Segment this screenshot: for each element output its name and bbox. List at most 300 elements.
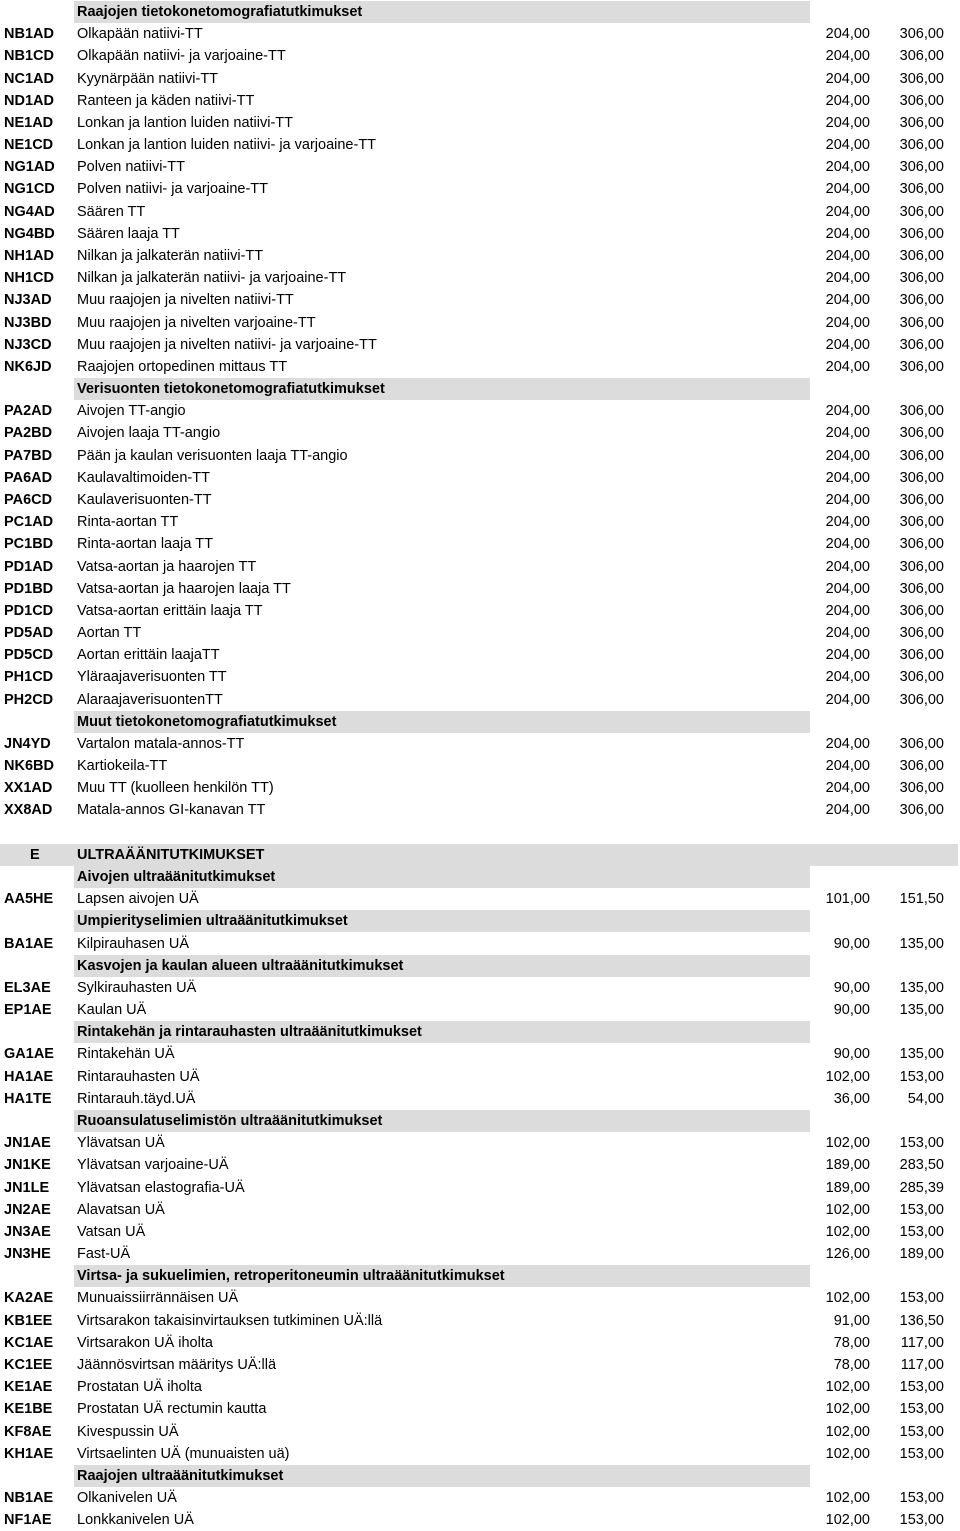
price-row: [0, 90, 960, 112]
category-header-row: [0, 1265, 960, 1287]
price-2: 54,00: [907, 1090, 944, 1107]
exam-name: Rinta-aortan TT: [77, 514, 179, 531]
price-row: [0, 1132, 960, 1154]
exam-code: JN1KE: [4, 1157, 51, 1174]
price-row: [0, 933, 960, 955]
price-1: 204,00: [825, 314, 870, 331]
exam-code: KH1AE: [4, 1445, 54, 1462]
price-1: 204,00: [825, 403, 870, 420]
price-1: 204,00: [825, 425, 870, 442]
price-1: 204,00: [825, 558, 870, 575]
price-1: 204,00: [825, 137, 870, 154]
exam-code: JN2AE: [4, 1201, 51, 1218]
exam-code: KC1EE: [4, 1356, 53, 1373]
price-1: 204,00: [825, 735, 870, 752]
price-2: 153,00: [899, 1512, 944, 1529]
price-2: 136,50: [899, 1312, 944, 1329]
exam-code: JN4YD: [4, 735, 51, 752]
price-2: 306,00: [899, 425, 944, 442]
price-row: [0, 289, 960, 311]
price-row: [0, 68, 960, 90]
exam-name: Kaulaverisuonten-TT: [77, 491, 212, 508]
price-1: 204,00: [825, 780, 870, 797]
exam-code: KA2AE: [4, 1290, 54, 1307]
price-2: 306,00: [899, 558, 944, 575]
category-header-title: Kasvojen ja kaulan alueen ultraäänitutkimukset: [77, 957, 404, 974]
category-header-row: [0, 1465, 960, 1487]
price-row: [0, 1066, 960, 1088]
exam-name: Virtsarakon UÄ iholta: [77, 1334, 213, 1351]
price-1: 91,00: [833, 1312, 870, 1329]
price-1: 204,00: [825, 625, 870, 642]
exam-name: Ylävatsan UÄ: [77, 1135, 165, 1152]
price-2: 306,00: [899, 447, 944, 464]
section-header-bar: [0, 844, 958, 866]
price-2: 306,00: [899, 48, 944, 65]
exam-name: Säären laaja TT: [77, 225, 180, 242]
category-header-title: Umpierityselimien ultraäänitutkimukset: [77, 913, 348, 930]
exam-name: Rintarauhasten UÄ: [77, 1068, 200, 1085]
section-header-row: [0, 844, 960, 866]
exam-code: NB1AE: [4, 1490, 54, 1507]
price-2: 306,00: [899, 247, 944, 264]
price-1: 102,00: [825, 1490, 870, 1507]
category-header-title: Raajojen ultraäänitutkimukset: [77, 1467, 284, 1484]
price-1: 90,00: [833, 935, 870, 952]
price-row: [0, 999, 960, 1021]
price-2: 306,00: [899, 469, 944, 486]
price-row: [0, 334, 960, 356]
exam-name: Aortan erittäin laajaTT: [77, 647, 220, 664]
price-1: 102,00: [825, 1223, 870, 1240]
exam-code: NK6BD: [4, 758, 54, 775]
exam-code: NK6JD: [4, 358, 52, 375]
price-row: [0, 489, 960, 511]
exam-name: Vatsa-aortan ja haarojen laaja TT: [77, 580, 291, 597]
price-2: 189,00: [899, 1246, 944, 1263]
exam-name: Rintarauh.täyd.UÄ: [77, 1090, 196, 1107]
exam-code: GA1AE: [4, 1046, 54, 1063]
category-header-row: [0, 866, 960, 888]
exam-code: AA5HE: [4, 891, 54, 908]
price-row: [0, 223, 960, 245]
price-2: 135,00: [899, 935, 944, 952]
price-1: 204,00: [825, 802, 870, 819]
price-2: 306,00: [899, 758, 944, 775]
price-1: 204,00: [825, 92, 870, 109]
exam-code: BA1AE: [4, 935, 54, 952]
price-row: [0, 1221, 960, 1243]
price-1: 102,00: [825, 1201, 870, 1218]
exam-name: Lapsen aivojen UÄ: [77, 891, 199, 908]
exam-code: NJ3BD: [4, 314, 52, 331]
price-row: [0, 467, 960, 489]
exam-name: Raajojen ortopedinen mittaus TT: [77, 358, 288, 375]
price-1: 102,00: [825, 1512, 870, 1529]
exam-name: Aortan TT: [77, 625, 142, 642]
section-title: ULTRAÄÄNITUTKIMUKSET: [77, 846, 265, 863]
price-2: 285,39: [899, 1179, 944, 1196]
price-row: [0, 666, 960, 688]
price-row: [0, 1487, 960, 1509]
price-row: [0, 23, 960, 45]
exam-name: Pään ja kaulan verisuonten laaja TT-angio: [77, 447, 348, 464]
price-row: [0, 178, 960, 200]
exam-name: Rinta-aortan laaja TT: [77, 536, 213, 553]
exam-code: NG1CD: [4, 181, 55, 198]
exam-code: HA1AE: [4, 1068, 54, 1085]
price-1: 204,00: [825, 159, 870, 176]
price-row: [0, 445, 960, 467]
category-header-title: Verisuonten tietokonetomografiatutkimukset: [77, 381, 385, 398]
category-header-bar: [74, 955, 810, 977]
exam-code: HA1TE: [4, 1090, 52, 1107]
price-2: 306,00: [899, 358, 944, 375]
price-2: 153,00: [899, 1490, 944, 1507]
exam-name: Säären TT: [77, 203, 146, 220]
exam-name: Vartalon matala-annos-TT: [77, 735, 245, 752]
exam-name: Aivojen TT-angio: [77, 403, 186, 420]
exam-name: Rintakehän UÄ: [77, 1046, 175, 1063]
category-header-title: Virtsa- ja sukuelimien, retroperitoneumin ultraäänitutkimukset: [77, 1268, 505, 1285]
exam-name: Kaulan UÄ: [77, 1002, 147, 1019]
price-1: 204,00: [825, 758, 870, 775]
exam-name: Ranteen ja käden natiivi-TT: [77, 92, 255, 109]
price-2: 153,00: [899, 1401, 944, 1418]
price-2: 306,00: [899, 270, 944, 287]
exam-code: EP1AE: [4, 1002, 52, 1019]
price-2: 306,00: [899, 92, 944, 109]
exam-name: Olkapään natiivi- ja varjoaine-TT: [77, 48, 286, 65]
exam-code: EL3AE: [4, 979, 51, 996]
price-1: 204,00: [825, 26, 870, 43]
price-row: [0, 578, 960, 600]
price-1: 204,00: [825, 225, 870, 242]
price-row: [0, 312, 960, 334]
category-header-row: [0, 1021, 960, 1043]
price-2: 306,00: [899, 669, 944, 686]
price-2: 283,50: [899, 1157, 944, 1174]
exam-code: PD1AD: [4, 558, 54, 575]
exam-name: Nilkan ja jalkaterän natiivi-TT: [77, 247, 264, 264]
category-header-bar: [74, 1110, 810, 1132]
exam-code: NC1AD: [4, 70, 54, 87]
exam-name: Lonkan ja lantion luiden natiivi-TT: [77, 114, 294, 131]
price-2: 153,00: [899, 1423, 944, 1440]
exam-code: NB1AD: [4, 26, 54, 43]
category-header-row: [0, 910, 960, 932]
exam-code: XX8AD: [4, 802, 53, 819]
price-2: 306,00: [899, 181, 944, 198]
category-header-row: [0, 1, 960, 23]
category-header-title: Muut tietokonetomografiatutkimukset: [77, 713, 337, 730]
price-1: 101,00: [825, 891, 870, 908]
price-2: 306,00: [899, 26, 944, 43]
exam-code: NG4AD: [4, 203, 55, 220]
exam-code: PA2AD: [4, 403, 53, 420]
exam-code: JN3HE: [4, 1246, 51, 1263]
price-row: [0, 799, 960, 821]
exam-name: Muu raajojen ja nivelten natiivi- ja varjoaine-TT: [77, 336, 377, 353]
exam-code: NG1AD: [4, 159, 55, 176]
price-1: 36,00: [833, 1090, 870, 1107]
price-1: 204,00: [825, 647, 870, 664]
category-header-bar: [74, 711, 810, 733]
category-header-bar: [74, 866, 810, 888]
exam-code: JN1AE: [4, 1135, 51, 1152]
price-row: [0, 755, 960, 777]
price-1: 204,00: [825, 514, 870, 531]
exam-code: KE1AE: [4, 1379, 53, 1396]
category-header-row: [0, 1110, 960, 1132]
price-1: 102,00: [825, 1423, 870, 1440]
exam-name: Aivojen laaja TT-angio: [77, 425, 221, 442]
category-header-bar: [74, 1465, 810, 1487]
exam-name: Yläraajaverisuonten TT: [77, 669, 227, 686]
price-row: [0, 1043, 960, 1065]
exam-name: Kilpirauhasen UÄ: [77, 935, 190, 952]
price-1: 204,00: [825, 203, 870, 220]
price-row: [0, 267, 960, 289]
price-1: 204,00: [825, 48, 870, 65]
price-row: [0, 1243, 960, 1265]
exam-code: KC1AE: [4, 1334, 54, 1351]
price-1: 78,00: [833, 1356, 870, 1373]
exam-name: Virtsaelinten UÄ (munuaisten uä): [77, 1445, 290, 1462]
price-row: [0, 156, 960, 178]
exam-code: PH2CD: [4, 691, 54, 708]
exam-name: Kyynärpään natiivi-TT: [77, 70, 219, 87]
exam-name: Lonkan ja lantion luiden natiivi- ja varjoaine-TT: [77, 137, 377, 154]
exam-code: KE1BE: [4, 1401, 53, 1418]
category-header-title: Aivojen ultraäänitutkimukset: [77, 869, 276, 886]
price-2: 306,00: [899, 780, 944, 797]
category-header-title: Rintakehän ja rintarauhasten ultraäänitutkimukset: [77, 1024, 422, 1041]
price-2: 153,00: [899, 1068, 944, 1085]
price-2: 135,00: [899, 979, 944, 996]
price-2: 306,00: [899, 203, 944, 220]
exam-name: Nilkan ja jalkaterän natiivi- ja varjoaine-TT: [77, 270, 347, 287]
exam-code: JN3AE: [4, 1223, 51, 1240]
price-1: 204,00: [825, 536, 870, 553]
price-1: 102,00: [825, 1379, 870, 1396]
price-row: [0, 1154, 960, 1176]
exam-code: PA6CD: [4, 491, 53, 508]
exam-name: Ylävatsan elastografia-UÄ: [77, 1179, 245, 1196]
price-2: 306,00: [899, 625, 944, 642]
price-row: [0, 422, 960, 444]
exam-code: PA6AD: [4, 469, 53, 486]
price-row: [0, 888, 960, 910]
price-row: [0, 1443, 960, 1465]
exam-code: PH1CD: [4, 669, 54, 686]
exam-code: JN1LE: [4, 1179, 50, 1196]
exam-name: Kartiokeila-TT: [77, 758, 168, 775]
category-header-bar: [74, 910, 810, 932]
exam-code: PD1CD: [4, 602, 54, 619]
price-1: 126,00: [825, 1246, 870, 1263]
exam-code: XX1AD: [4, 780, 53, 797]
price-2: 153,00: [899, 1223, 944, 1240]
category-header-bar: [74, 1, 810, 23]
exam-name: Muu raajojen ja nivelten varjoaine-TT: [77, 314, 316, 331]
price-2: 151,50: [899, 891, 944, 908]
exam-name: AlaraajaverisuontenTT: [77, 691, 223, 708]
exam-name: Muu TT (kuolleen henkilön TT): [77, 780, 274, 797]
price-1: 204,00: [825, 691, 870, 708]
price-2: 306,00: [899, 225, 944, 242]
price-2: 153,00: [899, 1135, 944, 1152]
price-2: 306,00: [899, 491, 944, 508]
price-row: [0, 1421, 960, 1443]
price-1: 90,00: [833, 1046, 870, 1063]
exam-name: Vatsa-aortan erittäin laaja TT: [77, 602, 263, 619]
price-1: 102,00: [825, 1068, 870, 1085]
price-2: 306,00: [899, 514, 944, 531]
price-2: 306,00: [899, 735, 944, 752]
price-row: [0, 245, 960, 267]
price-row: [0, 1088, 960, 1110]
price-row: [0, 1199, 960, 1221]
exam-code: ND1AD: [4, 92, 54, 109]
exam-code: NJ3CD: [4, 336, 52, 353]
exam-name: Prostatan UÄ rectumin kautta: [77, 1401, 267, 1418]
price-row: [0, 134, 960, 156]
price-row: [0, 644, 960, 666]
price-1: 102,00: [825, 1135, 870, 1152]
price-row: [0, 1287, 960, 1309]
price-2: 135,00: [899, 1002, 944, 1019]
exam-name: Muu raajojen ja nivelten natiivi-TT: [77, 292, 294, 309]
price-2: 153,00: [899, 1445, 944, 1462]
exam-name: Virtsarakon takaisinvirtauksen tutkiminen UÄ:llä: [77, 1312, 383, 1329]
price-2: 306,00: [899, 536, 944, 553]
price-2: 306,00: [899, 314, 944, 331]
exam-code: KB1EE: [4, 1312, 53, 1329]
price-2: 306,00: [899, 70, 944, 87]
price-1: 204,00: [825, 447, 870, 464]
price-2: 153,00: [899, 1290, 944, 1307]
exam-name: Prostatan UÄ iholta: [77, 1379, 202, 1396]
price-row: [0, 45, 960, 67]
exam-code: NH1AD: [4, 247, 54, 264]
exam-code: NE1AD: [4, 114, 54, 131]
category-header-title: Ruoansulatuselimistön ultraäänitutkimukset: [77, 1113, 383, 1129]
category-header-row: [0, 378, 960, 400]
exam-code: PC1AD: [4, 514, 54, 531]
exam-code: PD5AD: [4, 625, 54, 642]
exam-code: NH1CD: [4, 270, 54, 287]
price-1: 189,00: [825, 1179, 870, 1196]
exam-code: PA2BD: [4, 425, 53, 442]
exam-code: PA7BD: [4, 447, 53, 464]
price-2: 117,00: [900, 1356, 944, 1373]
exam-name: Lonkkanivelen UÄ: [77, 1512, 194, 1529]
price-1: 204,00: [825, 270, 870, 287]
price-row: [0, 1398, 960, 1420]
price-2: 306,00: [899, 580, 944, 597]
exam-name: Vatsan UÄ: [77, 1223, 146, 1240]
price-1: 204,00: [825, 580, 870, 597]
price-1: 204,00: [825, 469, 870, 486]
price-1: 204,00: [825, 70, 870, 87]
price-row: [0, 511, 960, 533]
exam-code: NF1AE: [4, 1512, 52, 1529]
exam-name: Kaulavaltimoiden-TT: [77, 469, 210, 486]
exam-code: KF8AE: [4, 1423, 52, 1440]
price-1: 204,00: [825, 114, 870, 131]
price-row: [0, 600, 960, 622]
price-row: [0, 777, 960, 799]
price-2: 153,00: [899, 1201, 944, 1218]
price-row: [0, 1509, 960, 1531]
price-2: 153,00: [899, 1379, 944, 1396]
price-1: 90,00: [833, 979, 870, 996]
exam-name: Polven natiivi- ja varjoaine-TT: [77, 181, 268, 198]
category-header-bar: [74, 1021, 810, 1043]
price-1: 204,00: [825, 602, 870, 619]
price-row: [0, 1354, 960, 1376]
exam-name: Polven natiivi-TT: [77, 159, 185, 176]
price-1: 204,00: [825, 669, 870, 686]
exam-code: NG4BD: [4, 225, 55, 242]
price-1: 204,00: [825, 491, 870, 508]
category-header-row: [0, 955, 960, 977]
exam-code: PD1BD: [4, 580, 54, 597]
price-row: [0, 689, 960, 711]
price-2: 306,00: [899, 159, 944, 176]
price-2: 135,00: [899, 1046, 944, 1063]
price-row: [0, 533, 960, 555]
price-2: 306,00: [899, 336, 944, 353]
exam-name: Sylkirauhasten UÄ: [77, 979, 197, 996]
exam-code: PC1BD: [4, 536, 54, 553]
price-1: 102,00: [825, 1290, 870, 1307]
price-row: [0, 400, 960, 422]
section-code: E: [30, 846, 40, 863]
price-1: 78,00: [833, 1334, 870, 1351]
price-1: 204,00: [825, 336, 870, 353]
price-2: 306,00: [899, 647, 944, 664]
exam-name: Kivespussin UÄ: [77, 1423, 179, 1440]
exam-name: Alavatsan UÄ: [77, 1201, 165, 1218]
price-1: 204,00: [825, 181, 870, 198]
price-2: 306,00: [899, 137, 944, 154]
exam-code: NE1CD: [4, 137, 54, 154]
exam-name: Fast-UÄ: [77, 1246, 131, 1263]
price-row: [0, 733, 960, 755]
price-1: 204,00: [825, 247, 870, 264]
price-row: [0, 112, 960, 134]
price-2: 117,00: [900, 1334, 944, 1351]
price-row: [0, 1177, 960, 1199]
exam-code: PD5CD: [4, 647, 54, 664]
price-2: 306,00: [899, 602, 944, 619]
price-1: 102,00: [825, 1401, 870, 1418]
price-1: 204,00: [825, 292, 870, 309]
category-header-title: Raajojen tietokonetomografiatutkimukset: [77, 4, 363, 20]
exam-code: NJ3AD: [4, 292, 52, 309]
exam-name: Olkanivelen UÄ: [77, 1490, 177, 1507]
price-1: 102,00: [825, 1445, 870, 1462]
price-2: 306,00: [899, 691, 944, 708]
price-2: 306,00: [899, 292, 944, 309]
price-row: [0, 1332, 960, 1354]
category-header-bar: [74, 378, 810, 400]
price-1: 189,00: [825, 1157, 870, 1174]
category-header-row: [0, 711, 960, 733]
price-row: [0, 356, 960, 378]
